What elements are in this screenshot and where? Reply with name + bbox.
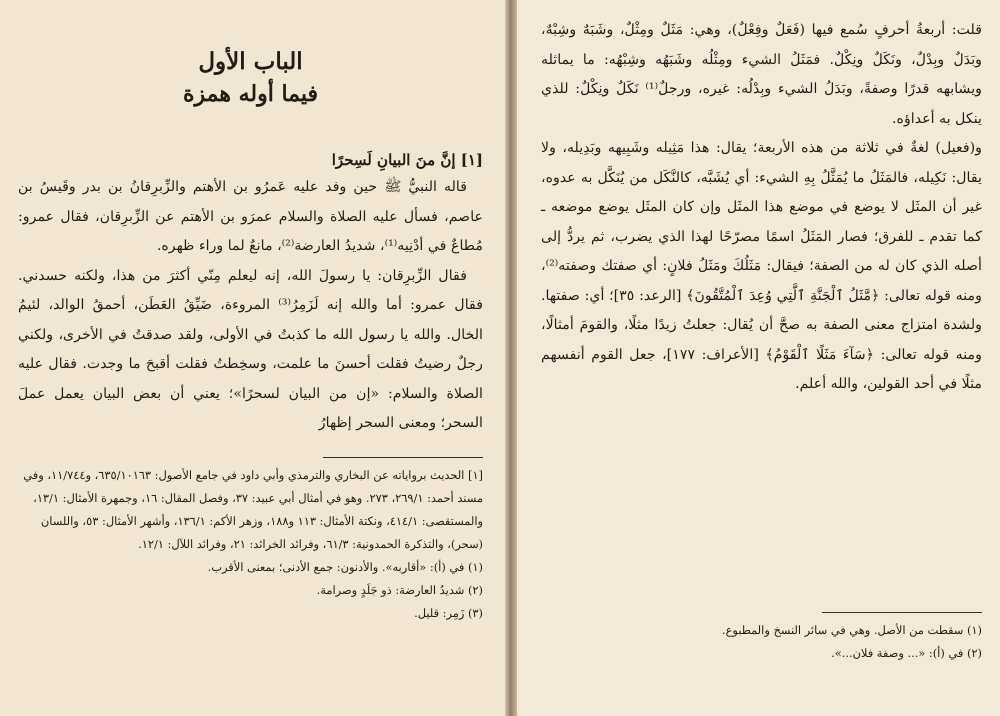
chapter-title: الباب الأول xyxy=(198,48,303,75)
section-heading: [١] إنَّ منَ البيانِ لَسِحرًا xyxy=(331,151,483,169)
right-page xyxy=(517,0,1000,716)
right-paragraph: قلت: أربعةُ أحرفٍ سُمع فيها (فَعَلٌ وفِعْلٌ)، وهي: مَثَلٌ ومِثْلٌ، وشَبَهٌ وشِبْهٌ، وبَدَلٌ وبِدْلٌ، ونَكَلٌ ونِكْلٌ. فمَثَلُ الشيء ومِثْلُه وشَبَهُه وشِبْهُه: ما يماثله ويشابهه قدرًا وصفةً، وبَدَلُ الشيء وبِدْلُه: غيره، ورجلٌ⁽¹⁾ نَكَلٌ ونِكْلٌ: للذي ينكل به أعداؤه. xyxy=(541,22,982,127)
left-paragraph: قاله النبيُّ ﷺ حين وفد عليه عَمرُو بن الأهتم والزِّبرِقانُ بن بدر وقَيسُ بن عاصم، فسأل عليه الصلاة والسلام عمرَو بن الأهتم عن الزِّبرِقان، فقال عمرو: مُطاعٌ في أدْنِيه⁽¹⁾، شديدُ العارضة⁽²⁾، مانعٌ لما وراء ظهره. xyxy=(18,179,483,254)
left-footnote: (٣) زَمِر: قليل. xyxy=(414,605,483,620)
right-footnote: (٢) في (أ): «... وصفة فلان...». xyxy=(831,645,982,660)
footnote-separator xyxy=(822,612,982,613)
footnote-separator xyxy=(323,457,483,458)
left-footnote: (١) في (أ): «أقاربه». والأدنون: جمع الأدنى؛ بمعنى الأقرب. xyxy=(207,559,483,574)
left-footnote: (٢) شديدُ العارضة: ذو جَلَدٍ وصرامة. xyxy=(316,582,483,597)
left-footnote: [١] الحديث برواياته عن البخاري والترمذي وأبي داود في جامع الأصول: ٦٣٥/١٠١٦٣، و١١/٧٤٤، وفي مسند أحمد: ٢٦٩/١، ٢٧٣. وهو في أمثال أبي عبيد: ٣٧، وفصل المقال: ١٦، وجمهرة الأمثال: ١٣/١، والمستقصى: ٤١٤/١، ونكتة الأمثال: ١١٣ و١٨٨، وزهر الأكم: ١٣٦/١، وأشهر الأمثال: ٥٣، واللسان (سحر)، والتذكرة الحمدونية: ٦١/٣، وفرائد الخرائد: ٢١، وفرائد اللآل: ١٢/١. xyxy=(23,467,483,551)
chapter-subtitle: فيما أوله همزة xyxy=(182,81,319,107)
right-footnote: (١) سقطت من الأصل. وهي في سائر النسخ والمطبوع. xyxy=(722,622,982,637)
right-paragraph: و(فعيل) لغةٌ في ثلاثة من هذه الأربعة؛ يقال: هذا مَثِيله وشَبِيهه وبَدِيله، ولا يقال: نَكِيله، فالمَثَلُ ما يُمَثَّلُ بِهِ الشيء: أي يُشَبَّه، كالنَّكَل من يُنَكَّل به عدوه، غير أن المثَل لا يوضع في موضع هذا المثَل وإن كان المثَل يوضع موضعه ـ كما تقدم ـ للفرق؛ فصار المَثَلُ اسمًا مصرّحًا لهذا الذي يضرب، ثم يردُّ إلى أصله الذي كان له من الصفة؛ فيقال: مَثَلُكَ ومَثَلُ فلانٍ: أي صفتك وصفته⁽²⁾، ومنه قوله تعالى: ﴿مَّثَلُ ٱلْجَنَّةِ ٱلَّتِي وُعِدَ ٱلْمُتَّقُونَ﴾ [الرعد: ٣٥]؛ أي: صفتها. ولشدة امتزاج معنى الصفة به صحَّ أن يُقال: جعلتُ زيدًا مثلًا، والقومَ أمثالًا، ومنه قوله تعالى: ﴿سَآءَ مَثَلًا ٱلْقَوْمُ﴾ [الأعراف: ١٧٧]، جعل القوم أنفسهم مثلًا في أحد القولين، والله أعلم. xyxy=(541,140,982,392)
left-paragraph: فقال الزِّبرِقان: يا رسولَ الله، إنه ليعلم مِنّي أكثرَ من هذا، ولكنه حسدني. فقال عمرو: أما والله إنه لَزَمِرُ⁽³⁾ المروءة، ضَيِّقُ العَطَن، أحمقُ الوالد، لئيمُ الخال. والله يا رسول الله ما كذبتُ في الأولى، ولقد صدقتُ في الأخرى، ولكني رجلٌ رضيتُ فقلت أحسنَ ما علمت، وسخِطتُ فقلت أقبحَ ما وجدت. فقال عليه الصلاة والسلام: «إن من البيان لسحرًا»؛ يعني أن بعض البيان يعمل عملَ السحر؛ ومعنى السحر إظهارُ xyxy=(18,267,484,431)
book-gutter xyxy=(505,0,517,716)
